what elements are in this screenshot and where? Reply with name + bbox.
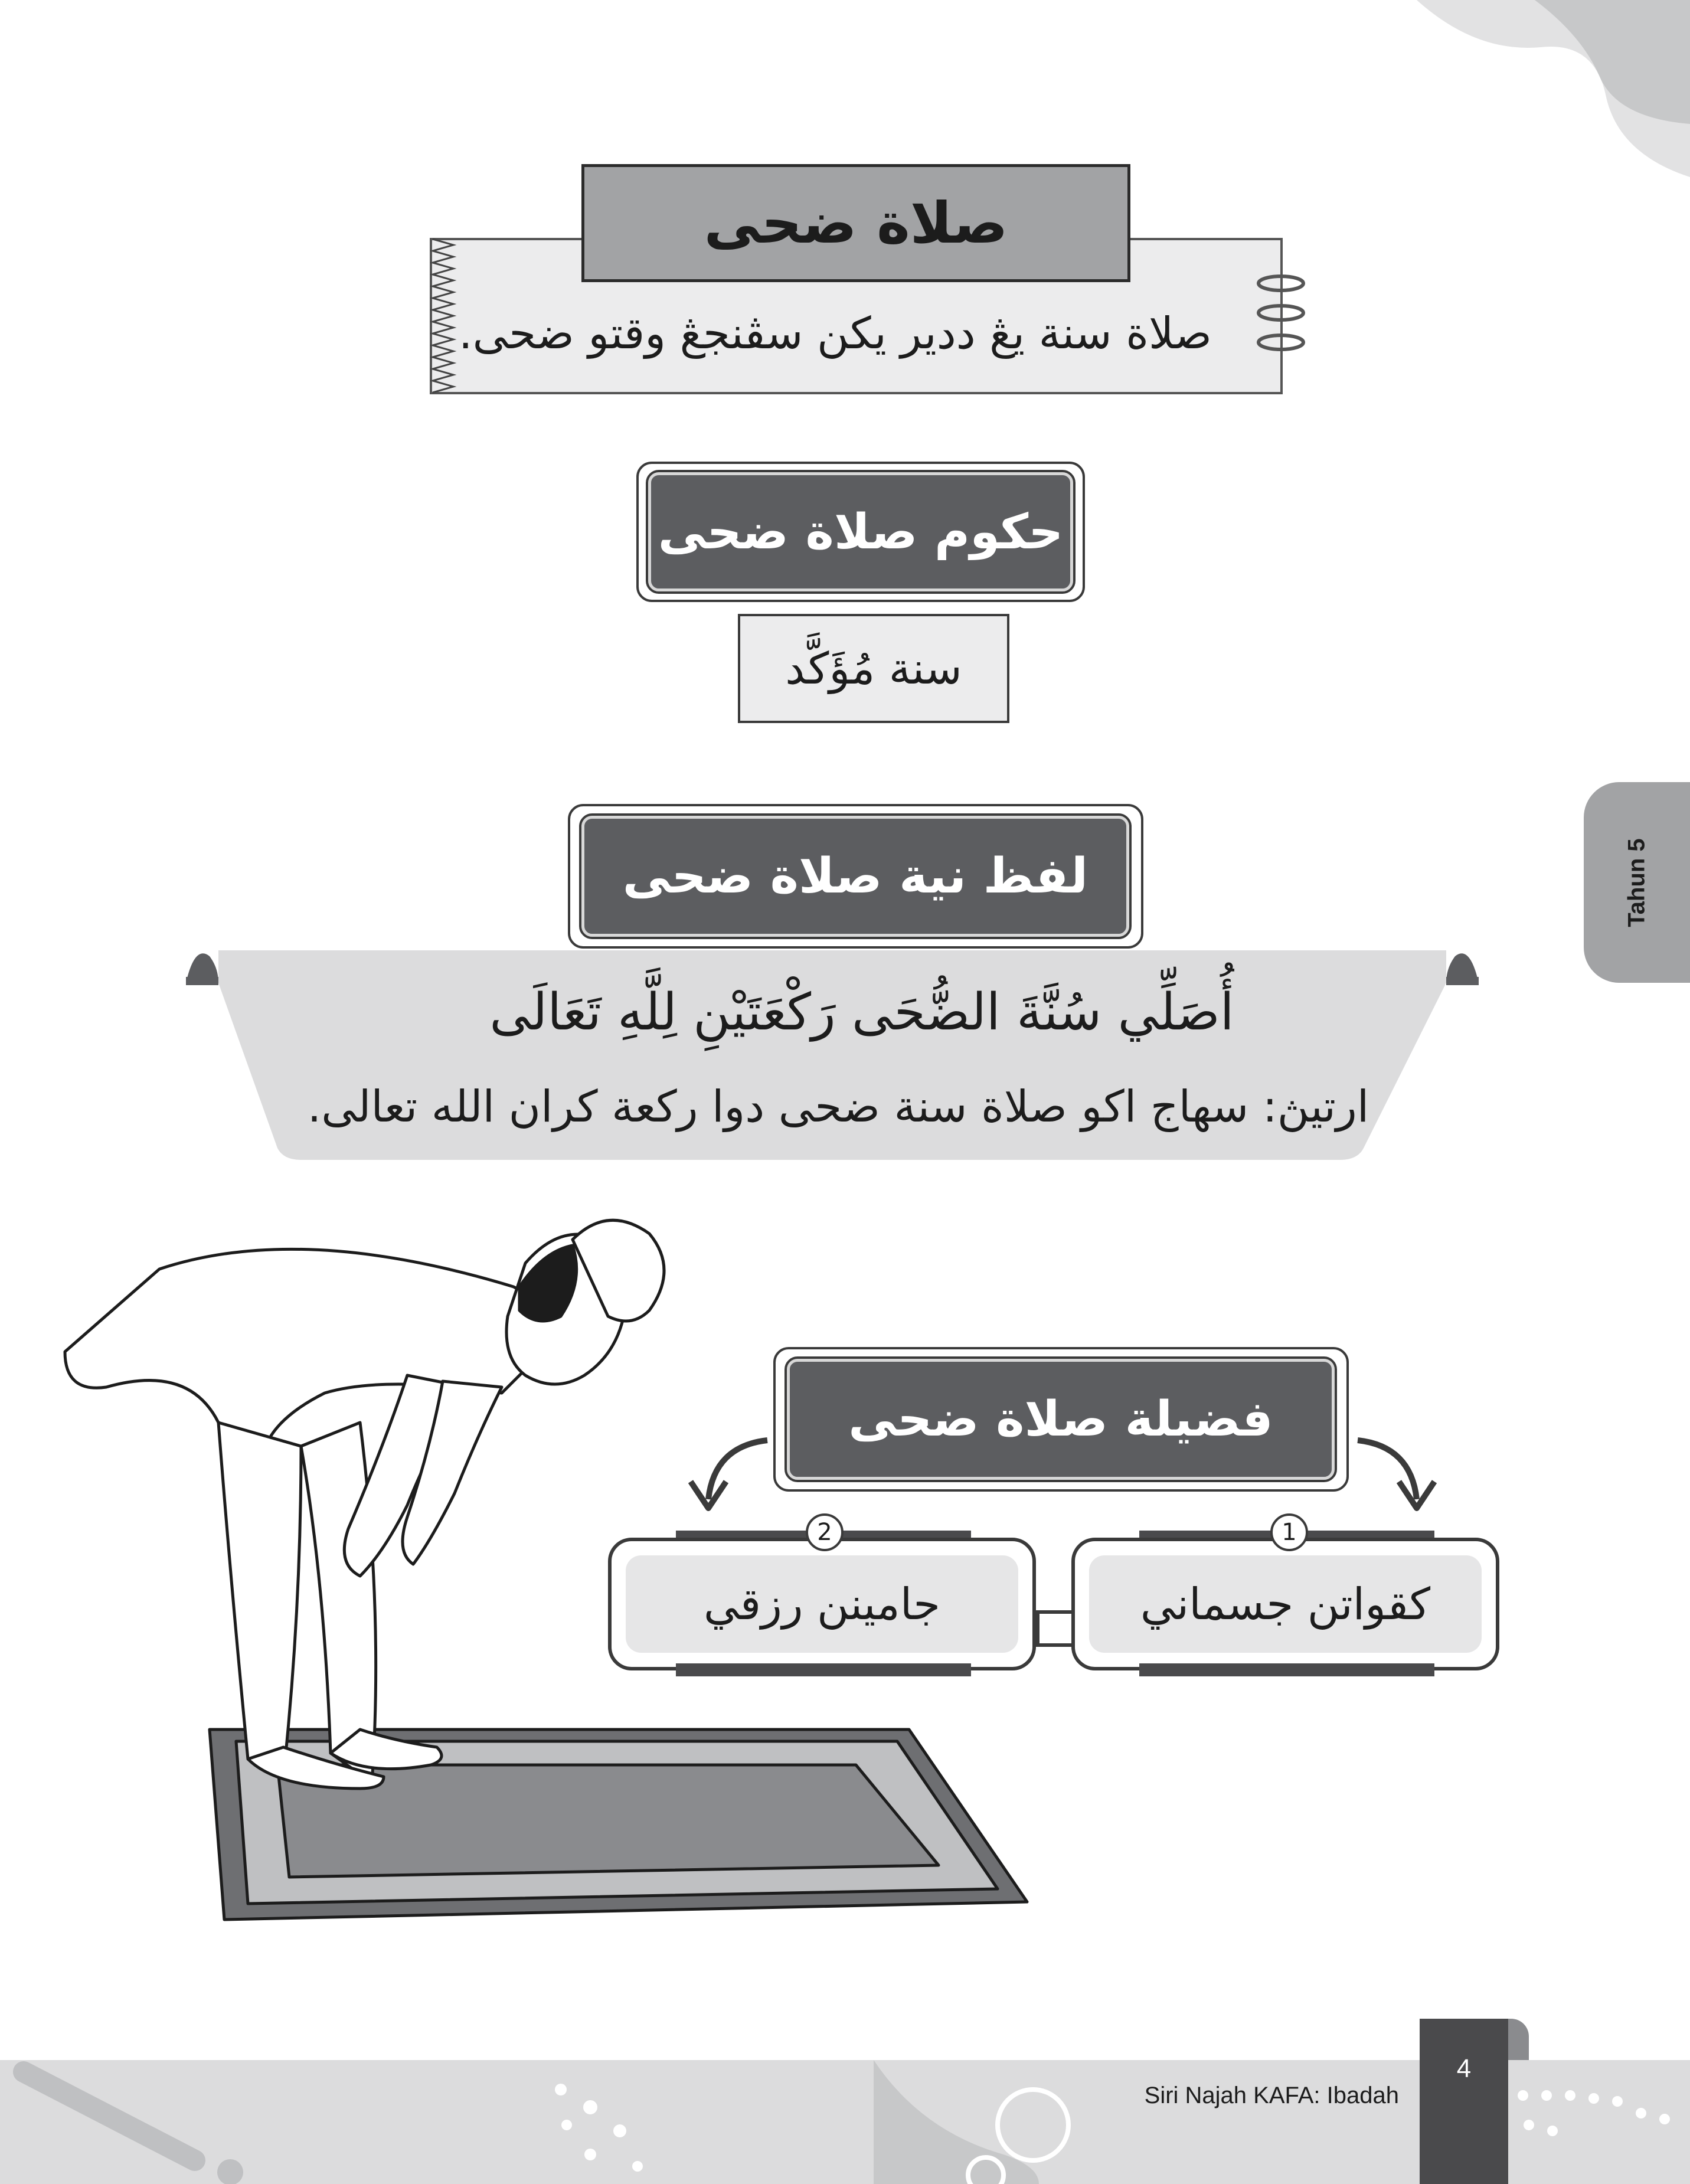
- benefit-1-bottom-bar: [1139, 1663, 1434, 1676]
- fadhilat-heading-box: [787, 1359, 1335, 1480]
- lafaz-heading: لفظ نية صلاة ضحى: [622, 848, 1088, 904]
- niat-text: أُصَلِّي سُنَّةَ الضُّحَى رَكْعَتَيْنِ لِلَّهِ تَعَالَى: [489, 983, 1234, 1042]
- benefit-1-label: كقواتن جسماني: [1140, 1578, 1431, 1630]
- side-tab-label: Tahun 5: [1623, 838, 1650, 927]
- benefit-2-box: [626, 1555, 1018, 1653]
- footer-book-title: Siri Najah KAFA: Ibadah: [1144, 2082, 1399, 2108]
- side-tab: [1584, 782, 1690, 983]
- lafaz-heading-box: [581, 816, 1129, 937]
- niat-meaning: ارتيڽ: سهاج اكو صلاة سنة ضحى دوا ركعة كران الله تعالى.: [307, 1081, 1369, 1132]
- arrow-right-icon: [1340, 1428, 1446, 1517]
- hukum-value-box: [738, 614, 1009, 723]
- benefit-2-bottom-bar: [676, 1663, 971, 1676]
- fadhilat-heading: فضيلة صلاة ضحى: [848, 1391, 1273, 1447]
- benefit-2-number: 2: [806, 1513, 844, 1551]
- page-number: 4: [1456, 2054, 1472, 2083]
- hukum-value: سنة مُؤَكَّد: [785, 643, 962, 694]
- page-title: صلاة ضحى: [704, 190, 1008, 256]
- ring-binder-icon: [1246, 272, 1322, 360]
- page-number-tab: [1420, 2019, 1508, 2184]
- page-number-tab-fold: [1508, 2019, 1529, 2060]
- benefit-2-label: جامينن رزقي: [704, 1578, 940, 1630]
- arrow-left-icon: [679, 1428, 785, 1517]
- benefit-1-number: 1: [1270, 1513, 1308, 1551]
- definition-text: صلاة سنة يڠ ددير يكن سڤنجڠ وقتو ضحى.: [459, 308, 1212, 359]
- hukum-heading-box: [648, 472, 1073, 591]
- title-banner: [581, 164, 1130, 282]
- hukum-heading: حكوم صلاة ضحى: [658, 504, 1064, 560]
- benefit-1-box: [1089, 1555, 1482, 1653]
- corner-decoration: [1405, 0, 1690, 201]
